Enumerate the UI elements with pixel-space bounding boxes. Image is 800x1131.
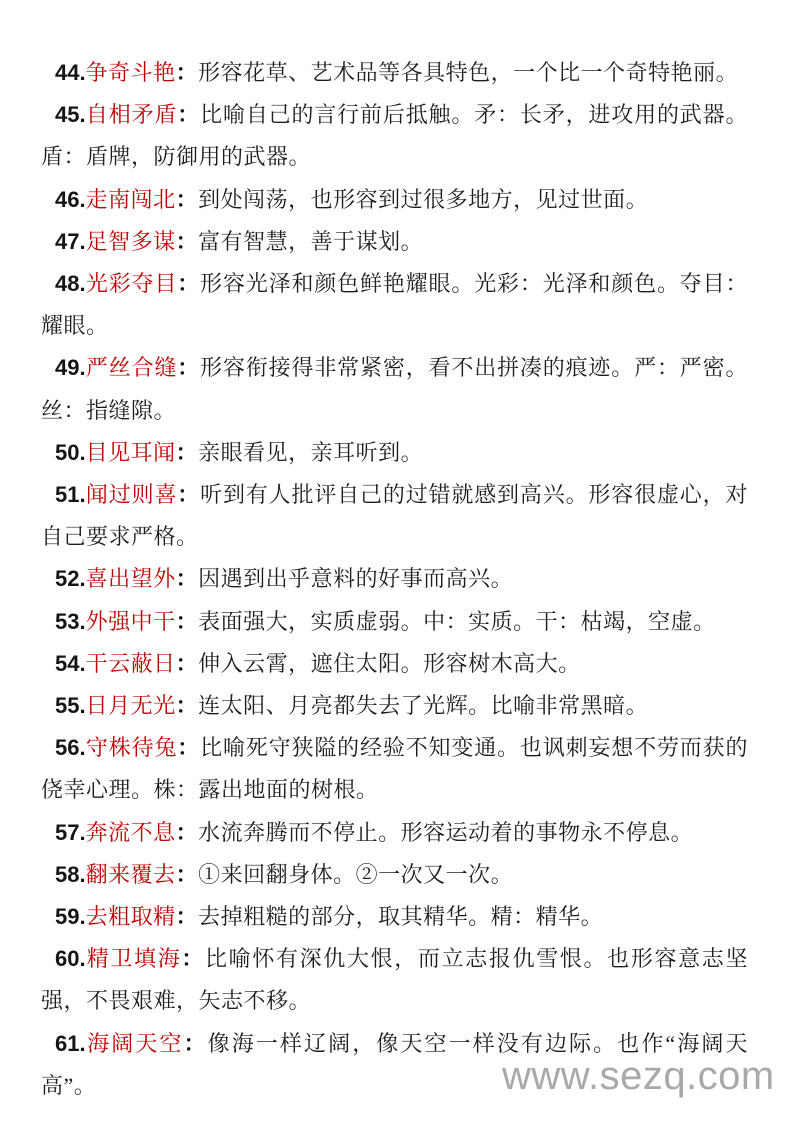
idiom-entry (41, 854, 748, 896)
idiom-entry (41, 347, 748, 431)
idiom-definition: 亲眼看见，亲耳听到。 (198, 439, 424, 465)
colon-separator: ： (175, 693, 199, 719)
colon-separator: ： (177, 735, 201, 761)
idiom-entry (41, 94, 748, 178)
idiom-definition: 像海一样辽阔，像天空一样没有边际。也作“海阔天高”。 (41, 1030, 748, 1098)
colon-separator: ： (181, 946, 206, 972)
idiom-term: 足智多谋 (85, 228, 176, 254)
idiom-term: 日月无光 (85, 693, 176, 719)
entry-number: 58. (55, 861, 86, 887)
idiom-definition: 连太阳、月亮都失去了光辉。比喻非常黑暗。 (198, 693, 649, 719)
idiom-term: 光彩夺目 (85, 271, 178, 297)
idiom-definition: 因遇到出乎意料的好事而高兴。 (198, 566, 514, 592)
idiom-definition: ①来回翻身体。②一次又一次。 (198, 861, 514, 887)
entry-number: 52. (55, 566, 86, 592)
colon-separator: ： (175, 439, 199, 465)
idiom-definition: 比喻怀有深仇大恨，而立志报仇雪恨。也形容意志坚强，不畏艰难，矢志不移。 (41, 946, 748, 1014)
idiom-term: 外强中干 (85, 608, 176, 634)
idiom-definition: 听到有人批评自己的过错就感到高兴。形容很虚心，对自己要求严格。 (41, 482, 748, 550)
colon-separator: ： (183, 1030, 208, 1056)
colon-separator: ： (175, 650, 199, 676)
idiom-term: 翻来覆去 (85, 861, 176, 887)
entry-number: 49. (55, 355, 86, 381)
idiom-entry (41, 52, 748, 94)
idiom-definition: 形容花草、艺术品等各具特色，一个比一个奇特艳丽。 (198, 60, 739, 85)
idiom-definition: 形容衔接得非常紧密，看不出拼凑的痕迹。严：严密。丝：指缝隙。 (41, 355, 748, 423)
idiom-term: 奔流不息 (85, 819, 176, 845)
idiom-entry (41, 938, 748, 1022)
idiom-entry (41, 432, 748, 474)
idiom-definition: 去掉粗糙的部分，取其精华。精：精华。 (198, 904, 604, 930)
idiom-term: 严丝合缝 (85, 355, 178, 381)
idiom-definition: 比喻自己的言行前后抵触。矛：长矛，进攻用的武器。盾：盾牌，防御用的武器。 (41, 102, 748, 170)
entry-number: 50. (55, 439, 86, 465)
idiom-term: 争奇斗艳 (85, 60, 176, 85)
idiom-term: 去粗取精 (85, 904, 176, 930)
entry-number: 61. (55, 1030, 86, 1056)
entry-number: 51. (55, 482, 86, 508)
colon-separator: ： (175, 861, 199, 887)
entry-number: 44. (55, 60, 86, 85)
site-watermark: www.sezq.com (502, 1054, 775, 1098)
entry-number: 57. (55, 819, 86, 845)
idiom-entry (41, 263, 748, 347)
entry-number: 56. (55, 735, 86, 761)
idiom-definition: 伸入云霄，遮住太阳。形容树木高大。 (198, 650, 581, 676)
idiom-definition: 比喻死守狭隘的经验不知变通。也讽刺妄想不劳而获的侥幸心理。株：露出地面的树根。 (41, 735, 748, 803)
colon-separator: ： (177, 102, 201, 128)
entry-number: 47. (55, 228, 86, 254)
idiom-term: 精卫填海 (85, 946, 182, 972)
entry-number: 46. (55, 186, 86, 212)
colon-separator: ： (175, 228, 199, 254)
entry-number: 45. (55, 102, 86, 128)
idiom-definition: 富有智慧，善于谋划。 (198, 228, 424, 254)
idiom-term: 闻过则喜 (85, 482, 178, 508)
idiom-entry (41, 812, 748, 854)
colon-separator: ： (177, 355, 201, 381)
entry-number: 60. (55, 946, 86, 972)
idiom-entry (41, 474, 748, 558)
idiom-entry (41, 601, 748, 643)
idiom-definition: 到处闯荡，也形容到过很多地方，见过世面。 (198, 186, 649, 212)
colon-separator: ： (175, 904, 199, 930)
idiom-term: 干云蔽日 (85, 650, 176, 676)
entry-number: 53. (55, 608, 86, 634)
entry-number: 55. (55, 693, 86, 719)
idiom-term: 海阔天空 (85, 1030, 184, 1056)
colon-separator: ： (175, 819, 199, 845)
colon-separator: ： (175, 186, 199, 212)
idiom-entry (41, 179, 748, 221)
idiom-term: 目见耳闻 (85, 439, 176, 465)
idiom-entry (41, 685, 748, 727)
colon-separator: ： (175, 608, 199, 634)
colon-separator: ： (177, 271, 201, 297)
idiom-term: 走南闯北 (85, 186, 176, 212)
idiom-definition: 表面强大，实质虚弱。中：实质。干：枯竭，空虚。 (198, 608, 716, 634)
entry-number: 59. (55, 904, 86, 930)
idiom-entry (41, 558, 748, 600)
entry-number: 48. (55, 271, 86, 297)
idiom-term: 守株待兔 (85, 735, 178, 761)
idiom-entry (41, 643, 748, 685)
colon-separator: ： (175, 60, 199, 85)
idiom-definition: 形容光泽和颜色鲜艳耀眼。光彩：光泽和颜色。夺目：耀眼。 (41, 271, 748, 339)
colon-separator: ： (175, 566, 199, 592)
idiom-entry (41, 896, 748, 938)
idiom-entry (41, 727, 748, 811)
idiom-term: 喜出望外 (85, 566, 176, 592)
idiom-definition: 水流奔腾而不停止。形容运动着的事物永不停息。 (198, 819, 694, 845)
colon-separator: ： (177, 482, 201, 508)
entry-number: 54. (55, 650, 86, 676)
idiom-term: 自相矛盾 (85, 102, 178, 128)
idiom-entry (41, 221, 748, 263)
